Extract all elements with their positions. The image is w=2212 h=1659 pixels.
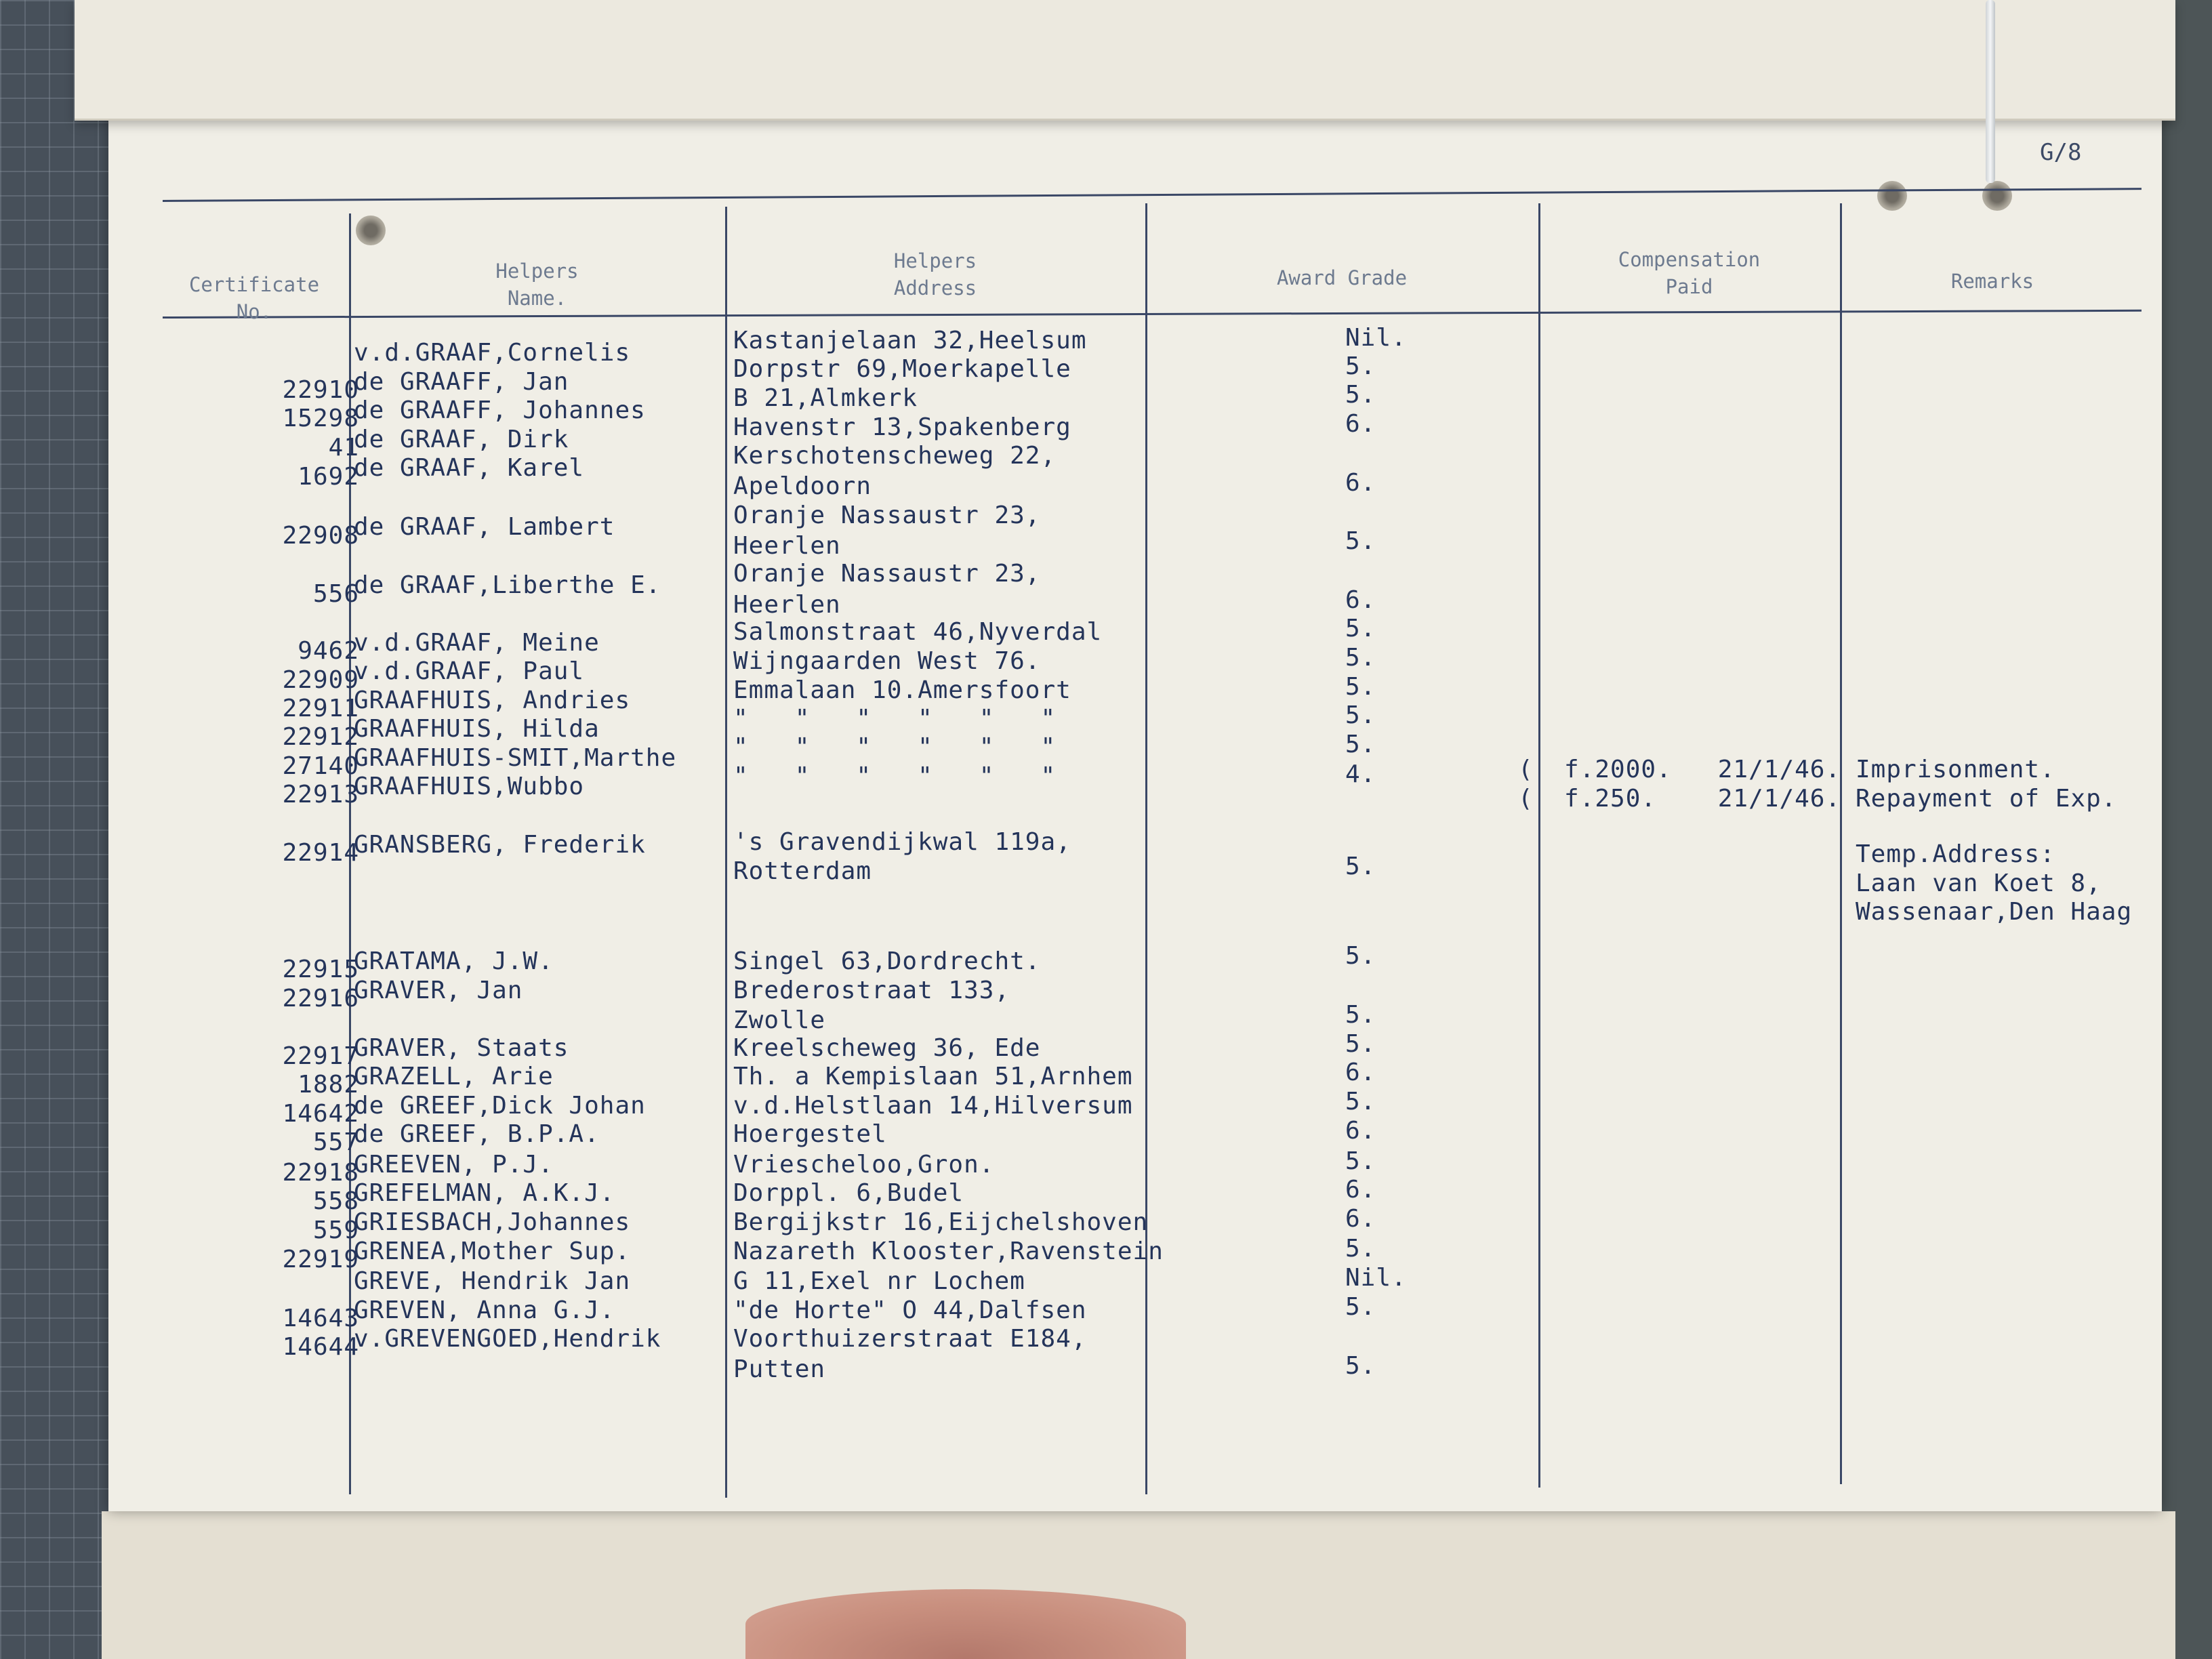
helper-name: v.d.GRAAF, Paul <box>354 657 585 685</box>
helper-address: Nazareth Klooster,Ravenstein <box>733 1237 1164 1265</box>
certificate-number: 22919 <box>282 1246 359 1273</box>
award-grade: 6. <box>1345 469 1376 497</box>
helper-name: GRAAFHUIS-SMIT,Marthe <box>354 744 677 772</box>
award-grade: Nil. <box>1345 1264 1407 1292</box>
certificate-number: 27140 <box>282 752 359 780</box>
helper-name: de GREEF, B.P.A. <box>354 1120 600 1148</box>
helper-address: " " " " " " <box>733 705 1057 733</box>
award-grade: 5. <box>1345 1088 1376 1115</box>
remark-text: Wassenaar,Den Haag <box>1856 898 2133 926</box>
certificate-number: 557 <box>312 1128 359 1156</box>
certificate-number: 22917 <box>282 1042 359 1070</box>
helper-address: Emmalaan 10.Amersfoort <box>733 676 1071 704</box>
award-grade: 6. <box>1345 410 1376 438</box>
page-reference: G/8 <box>2040 139 2082 166</box>
helper-name: de GRAAF,Liberthe E. <box>354 571 661 599</box>
helper-address: Zwolle <box>733 1006 826 1034</box>
helper-name: GRANSBERG, Frederik <box>354 831 646 859</box>
certificate-number: 14642 <box>282 1100 359 1128</box>
award-grade: 5. <box>1345 1352 1376 1380</box>
certificate-number: 14644 <box>282 1333 359 1361</box>
award-grade: 5. <box>1345 381 1376 409</box>
helper-name: de GRAAFF, Jan <box>354 368 569 396</box>
helper-address: Heerlen <box>733 591 841 619</box>
remark-text: Laan van Koet 8, <box>1856 869 2102 897</box>
award-grade: 5. <box>1345 942 1376 970</box>
helper-address: " " " " " " <box>733 762 1057 790</box>
helper-address: Dorppl. 6,Budel <box>733 1179 964 1207</box>
helper-address: Rotterdam <box>733 857 872 885</box>
award-grade: 5. <box>1345 701 1376 729</box>
punch-hole <box>356 216 386 245</box>
certificate-number: 15298 <box>282 405 359 432</box>
helper-name: GREVE, Hendrik Jan <box>354 1267 631 1295</box>
helper-name: GRENEA,Mother Sup. <box>354 1237 631 1265</box>
award-grade: Nil. <box>1345 324 1407 352</box>
helper-name: de GRAAF, Karel <box>354 454 585 482</box>
award-grade: 5. <box>1345 731 1376 758</box>
certificate-number: 22916 <box>282 985 359 1012</box>
certificate-number: 22914 <box>282 839 359 867</box>
helper-name: GRAZELL, Arie <box>354 1063 554 1090</box>
award-grade: 5. <box>1345 1293 1376 1321</box>
helper-address: Wijngaarden West 76. <box>733 647 1041 675</box>
header-remarks: Remarks <box>1950 270 2034 293</box>
award-grade: 5. <box>1345 1235 1376 1263</box>
remark-text: Temp.Address: <box>1856 840 2055 868</box>
certificate-number: 22910 <box>282 376 359 404</box>
certificate-number: 1882 <box>298 1071 359 1099</box>
award-grade: 5. <box>1345 673 1376 701</box>
award-grade: 6. <box>1345 1117 1376 1145</box>
helper-address: Voorthuizerstraat E184, <box>733 1325 1087 1353</box>
helper-name: GREEVEN, P.J. <box>354 1151 554 1179</box>
helper-name: GRAAFHUIS, Andries <box>354 687 631 714</box>
helper-address: Apeldoorn <box>733 472 872 500</box>
column-divider <box>1145 203 1147 1494</box>
certificate-number: 22915 <box>282 956 359 983</box>
helper-address: v.d.Helstlaan 14,Hilversum <box>733 1092 1133 1120</box>
helper-name: GRAVER, Jan <box>354 977 523 1004</box>
document-page <box>108 71 2162 1511</box>
award-grade: 5. <box>1345 644 1376 672</box>
table-top-rule <box>163 188 2142 202</box>
award-grade: 6. <box>1345 1059 1376 1086</box>
helper-name: de GREEF,Dick Johan <box>354 1092 646 1120</box>
certificate-number: 9462 <box>298 637 359 665</box>
helper-name: GRAAFHUIS,Wubbo <box>354 773 585 800</box>
helper-address: Oranje Nassaustr 23, <box>733 560 1041 588</box>
helper-address: Putten <box>733 1355 826 1383</box>
helper-name: GRIESBACH,Johannes <box>354 1208 631 1236</box>
helper-address: Heerlen <box>733 532 841 560</box>
helper-address: Hoergestel <box>733 1120 887 1148</box>
helper-address: Dorpstr 69,Moerkapelle <box>733 355 1071 383</box>
helper-name: GRAVER, Staats <box>354 1034 569 1062</box>
helper-address: Salmonstraat 46,Nyverdal <box>733 618 1103 646</box>
header-address: Helpers Address <box>893 249 977 300</box>
helper-address: G 11,Exel nr Lochem <box>733 1267 1025 1295</box>
helper-address: Vriescheloo,Gron. <box>733 1151 995 1179</box>
helper-address: Kerschotenscheweg 22, <box>733 442 1057 470</box>
header-compensation: Compensation Paid <box>1618 248 1761 298</box>
helper-address: 's Gravendijkwal 119a, <box>733 828 1071 856</box>
remark-text: Imprisonment. <box>1856 756 2055 783</box>
punch-hole <box>1877 181 1907 211</box>
helper-address: " " " " " " <box>733 733 1057 761</box>
certificate-number: 41 <box>328 434 359 462</box>
helper-address: Th. a Kempislaan 51,Arnhem <box>733 1063 1133 1090</box>
helper-name: v.d.GRAAF, Meine <box>354 629 600 657</box>
helper-name: GRAAFHUIS, Hilda <box>354 715 600 743</box>
award-grade: 5. <box>1345 1147 1376 1175</box>
certificate-number: 1692 <box>298 463 359 491</box>
helper-name: de GRAAF, Lambert <box>354 513 615 541</box>
helper-address: Bergijkstr 16,Eijchelshoven <box>733 1208 1149 1236</box>
remark-text: Repayment of Exp. <box>1856 785 2117 813</box>
certificate-number: 22908 <box>282 522 359 550</box>
certificate-number: 558 <box>312 1187 359 1215</box>
award-grade: 5. <box>1345 352 1376 380</box>
helper-address: Brederostraat 133, <box>733 977 1010 1004</box>
helper-name: GREFELMAN, A.K.J. <box>354 1179 615 1207</box>
helper-address: Havenstr 13,Spakenberg <box>733 413 1071 441</box>
column-divider <box>1538 203 1540 1488</box>
helper-address: "de Horte" O 44,Dalfsen <box>733 1296 1087 1324</box>
helper-name: v.d.GRAAF,Cornelis <box>354 339 631 367</box>
award-grade: 6. <box>1345 586 1376 614</box>
helper-name: de GRAAFF, Johannes <box>354 396 646 424</box>
helper-name: v.GREVENGOED,Hendrik <box>354 1325 661 1353</box>
column-divider <box>1840 203 1842 1484</box>
helper-name: GREVEN, Anna G.J. <box>354 1296 615 1324</box>
compensation-paid: ( f.2000. 21/1/46. <box>1518 756 1841 783</box>
header-award-grade: Award Grade <box>1276 266 1408 289</box>
award-grade: 5. <box>1345 853 1376 880</box>
helper-name: GRATAMA, J.W. <box>354 947 554 975</box>
award-grade: 6. <box>1345 1205 1376 1233</box>
award-grade: 4. <box>1345 760 1376 788</box>
award-grade: 5. <box>1345 1001 1376 1029</box>
award-grade: 6. <box>1345 1176 1376 1204</box>
helper-address: Kreelscheweg 36, Ede <box>733 1034 1041 1062</box>
award-grade: 5. <box>1345 615 1376 642</box>
certificate-number: 22912 <box>282 723 359 751</box>
award-grade: 5. <box>1345 1030 1376 1058</box>
award-grade: 5. <box>1345 527 1376 555</box>
header-name: Helpers Name. <box>495 260 579 310</box>
folded-page-flap <box>75 0 2175 121</box>
certificate-number: 559 <box>312 1216 359 1244</box>
certificate-number: 556 <box>312 580 359 608</box>
helper-name: de GRAAF, Dirk <box>354 426 569 453</box>
helper-address: Oranje Nassaustr 23, <box>733 501 1041 529</box>
certificate-number: 14643 <box>282 1305 359 1332</box>
certificate-number: 22918 <box>282 1159 359 1187</box>
thumb <box>745 1589 1186 1659</box>
certificate-number: 22913 <box>282 781 359 808</box>
compensation-paid: ( f.250. 21/1/46. <box>1518 785 1841 813</box>
column-divider <box>725 207 727 1498</box>
certificate-number: 22909 <box>282 666 359 694</box>
header-certificate: Certificate No. <box>188 273 320 323</box>
helper-address: B 21,Almkerk <box>733 384 918 412</box>
binding-string <box>1986 0 1995 183</box>
punch-hole <box>1982 181 2012 211</box>
helper-address: Singel 63,Dordrecht. <box>733 947 1041 975</box>
helper-address: Kastanjelaan 32,Heelsum <box>733 327 1087 354</box>
certificate-number: 22911 <box>282 695 359 722</box>
